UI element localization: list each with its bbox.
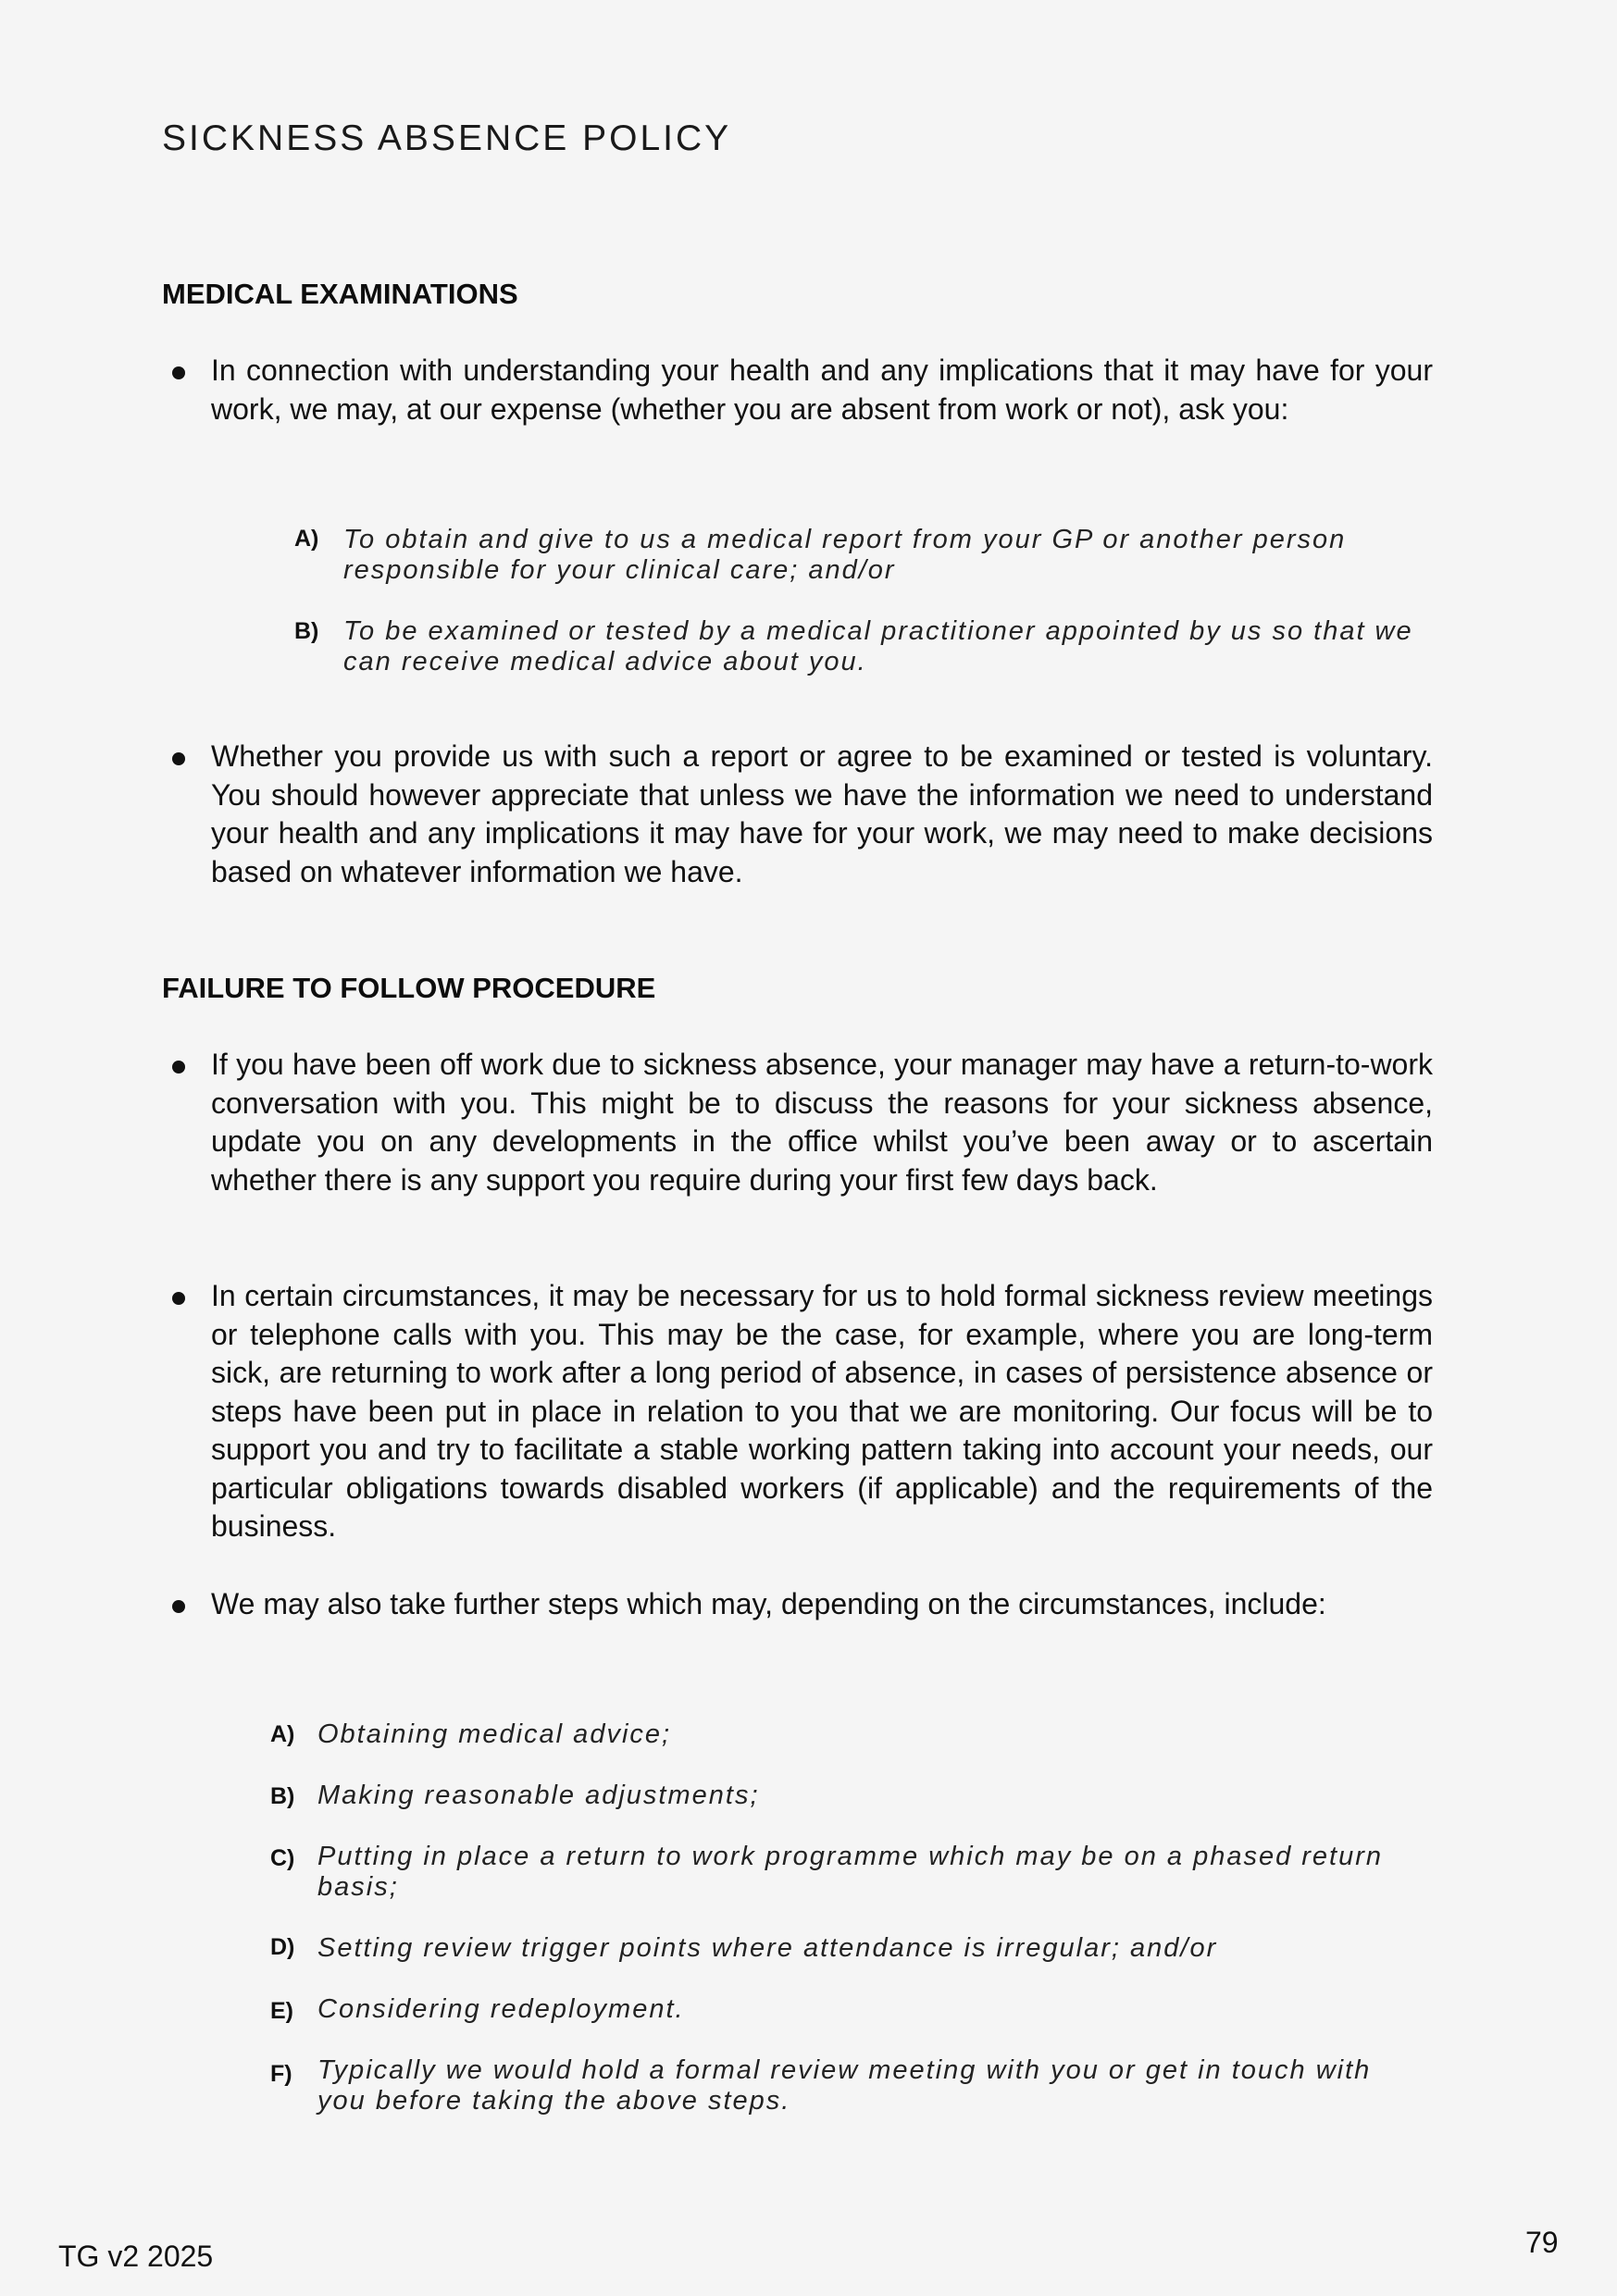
- bullet-text: In connection with understanding your health and any implications that it may have for your work, we may, at our expense (whether you are absent from work or not), ask you:: [211, 354, 1433, 426]
- bullet-icon: [172, 366, 185, 379]
- section-heading-failure-to-follow-procedure: FAILURE TO FOLLOW PROCEDURE: [162, 972, 656, 1004]
- page-number: 79: [1525, 2226, 1559, 2259]
- sub-item-letter: F): [270, 2061, 292, 2087]
- bullet-text: If you have been off work due to sickness absence, your manager may have a return-to-work conversation with you. This might be to discuss the reasons for your sickness absence, update you on any developments in the office whilst you’ve been away or to ascertain whether there is any support you require during your first few days back.: [211, 1048, 1433, 1197]
- bullet-icon: [172, 1061, 185, 1074]
- bullet-icon: [172, 1600, 185, 1613]
- sub-item-letter: A): [270, 1721, 295, 1747]
- sub-item-text: Obtaining medical advice;: [317, 1719, 672, 1749]
- sub-item-letter: A): [294, 526, 319, 552]
- sub-item-letter: C): [270, 1845, 295, 1871]
- bullet-text: We may also take further steps which may, depending on the circumstances, include:: [211, 1587, 1326, 1620]
- sub-item-text: Typically we would hold a formal review meeting with you or get in touch with you before taking the above steps.: [317, 2055, 1372, 2116]
- sub-item-letter: D): [270, 1934, 295, 1960]
- sub-item-text: Setting review trigger points where attendance is irregular; and/or: [317, 1933, 1218, 1963]
- bullet-text: In certain circumstances, it may be necessary for us to hold formal sickness review meetings or telephone calls with you. This may be the case, for example, where you are long-term sick, are returning to work after a long period of absence, in cases of persistence absence or steps have been put in place in relation to you that we are monitoring. Our focus will be to support you and try to facilitate a stable working pattern taking into account your needs, our particular obligations towards disabled workers (if applicable) and the requirements of the business.: [211, 1279, 1433, 1543]
- sub-item-text: To be examined or tested by a medical practitioner appointed by us so that we can receive medical advice about you.: [343, 616, 1413, 676]
- bullet-icon: [172, 752, 185, 765]
- bullet-icon: [172, 1292, 185, 1305]
- footer-version: TG v2 2025: [58, 2240, 214, 2273]
- page-title: SICKNESS ABSENCE POLICY: [162, 118, 732, 158]
- section-heading-medical-examinations: MEDICAL EXAMINATIONS: [162, 278, 518, 310]
- sub-item-letter: B): [270, 1783, 295, 1809]
- sub-item-text: To obtain and give to us a medical report from your GP or another person responsible for your clinical care; and/or: [343, 525, 1347, 585]
- sub-item-letter: B): [294, 618, 319, 644]
- bullet-text: Whether you provide us with such a report or agree to be examined or tested is voluntary. You should however appreciate that unless we have the information we need to understand your health and any implications it may have for your work, we may need to make decisions based on whatever information we have.: [211, 739, 1433, 888]
- sub-item-text: Putting in place a return to work programme which may be on a phased return basis;: [317, 1842, 1384, 1902]
- sub-item-letter: E): [270, 1998, 293, 2024]
- sub-item-text: Making reasonable adjustments;: [317, 1781, 760, 1810]
- sub-item-text: Considering redeployment.: [317, 1994, 685, 2024]
